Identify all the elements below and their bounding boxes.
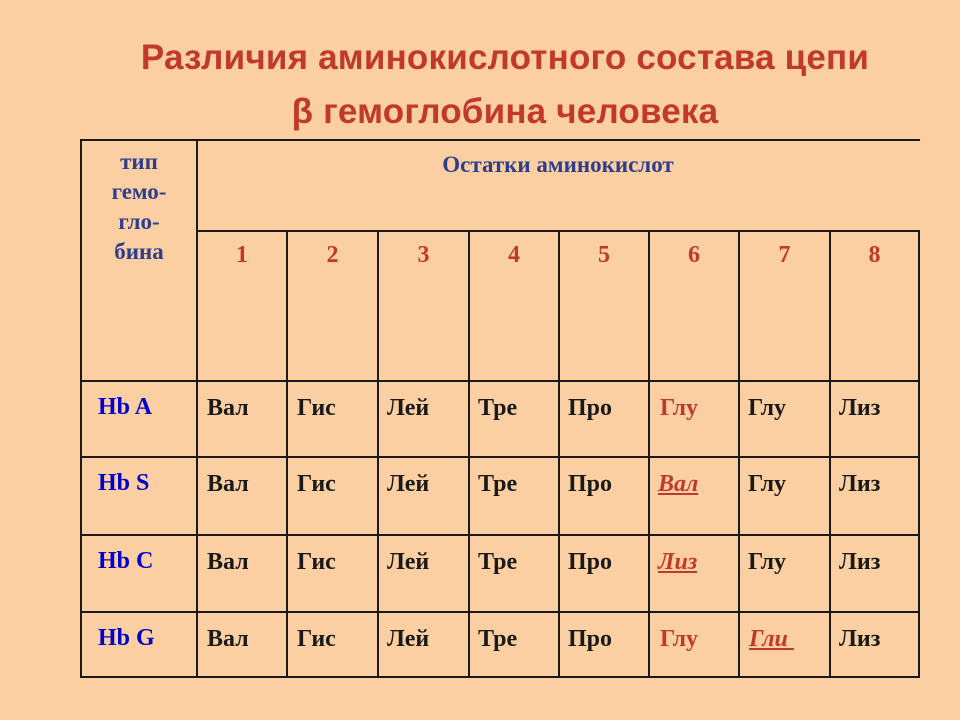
table-cell: Лей [387, 549, 430, 575]
type-header-line: тип [120, 149, 158, 174]
table-line [738, 230, 740, 678]
position-number: 5 [598, 242, 610, 268]
table-cell: Про [568, 395, 613, 421]
table-cell: Лиз [839, 549, 881, 575]
table-cell: Вал [207, 626, 249, 652]
position-number: 2 [326, 242, 339, 268]
table-cell-mutation: Лиз [658, 549, 698, 575]
table-line [468, 230, 470, 678]
type-header-line: гло- [118, 209, 160, 234]
table-line [80, 380, 920, 382]
table-cell: Тре [478, 549, 518, 575]
table-cell: Тре [478, 626, 518, 652]
table-line [558, 230, 560, 678]
position-number: 7 [778, 242, 791, 268]
table-line [648, 230, 650, 678]
hb-type-label: Hb C [98, 548, 154, 574]
table-cell: Про [568, 471, 613, 497]
hb-type-label: Hb S [98, 470, 150, 496]
table-cell: Гис [297, 626, 336, 652]
table-cell: Лиз [839, 395, 881, 421]
table-cell: Про [568, 549, 613, 575]
residues-header: Остатки аминокислот [442, 152, 674, 177]
table-cell: Лей [387, 626, 430, 652]
table-cell: Вал [207, 395, 249, 421]
table-cell: Глу [748, 395, 787, 421]
type-header-line: гемо- [111, 179, 167, 204]
table-cell: Лиз [839, 626, 881, 652]
table-cell: Лей [387, 395, 430, 421]
position-number: 4 [508, 242, 520, 268]
table-cell: Глу [748, 471, 787, 497]
table-cell-mutation: Вал [658, 471, 699, 497]
table-line [80, 611, 920, 613]
hb-type-label: Hb G [98, 625, 155, 651]
table-line [80, 534, 920, 536]
table-line [829, 230, 831, 678]
table-cell-highlight: Глу [660, 626, 699, 652]
table-cell: Вал [207, 471, 249, 497]
table-cell: Гис [297, 549, 336, 575]
table-cell-highlight: Глу [660, 395, 699, 421]
table-cell: Про [568, 626, 613, 652]
table-cell: Лей [387, 471, 430, 497]
table-line [918, 230, 920, 678]
table-line [196, 139, 198, 678]
position-number: 6 [688, 242, 700, 268]
table-cell-mutation: Гли [749, 626, 794, 652]
table-line [286, 230, 288, 678]
table-line [80, 676, 920, 678]
table-cell: Тре [478, 471, 518, 497]
position-number: 8 [868, 242, 881, 268]
table-line [80, 139, 920, 141]
type-header [82, 147, 196, 267]
hb-type-label: Hb A [98, 394, 153, 420]
position-number: 1 [236, 242, 248, 268]
table-line [80, 456, 920, 458]
table-cell: Гис [297, 471, 336, 497]
table-cell: Вал [207, 549, 249, 575]
table-line [377, 230, 379, 678]
slide-title-line-2: β гемоглобина человека [291, 92, 719, 131]
position-number: 3 [417, 242, 430, 268]
table-cell: Глу [748, 549, 787, 575]
table-cell: Гис [297, 395, 336, 421]
table-cell: Тре [478, 395, 518, 421]
type-header-line: бина [114, 239, 164, 264]
slide-title-line-1: Различия аминокислотного состава цепи [140, 38, 870, 77]
table-cell: Лиз [839, 471, 881, 497]
